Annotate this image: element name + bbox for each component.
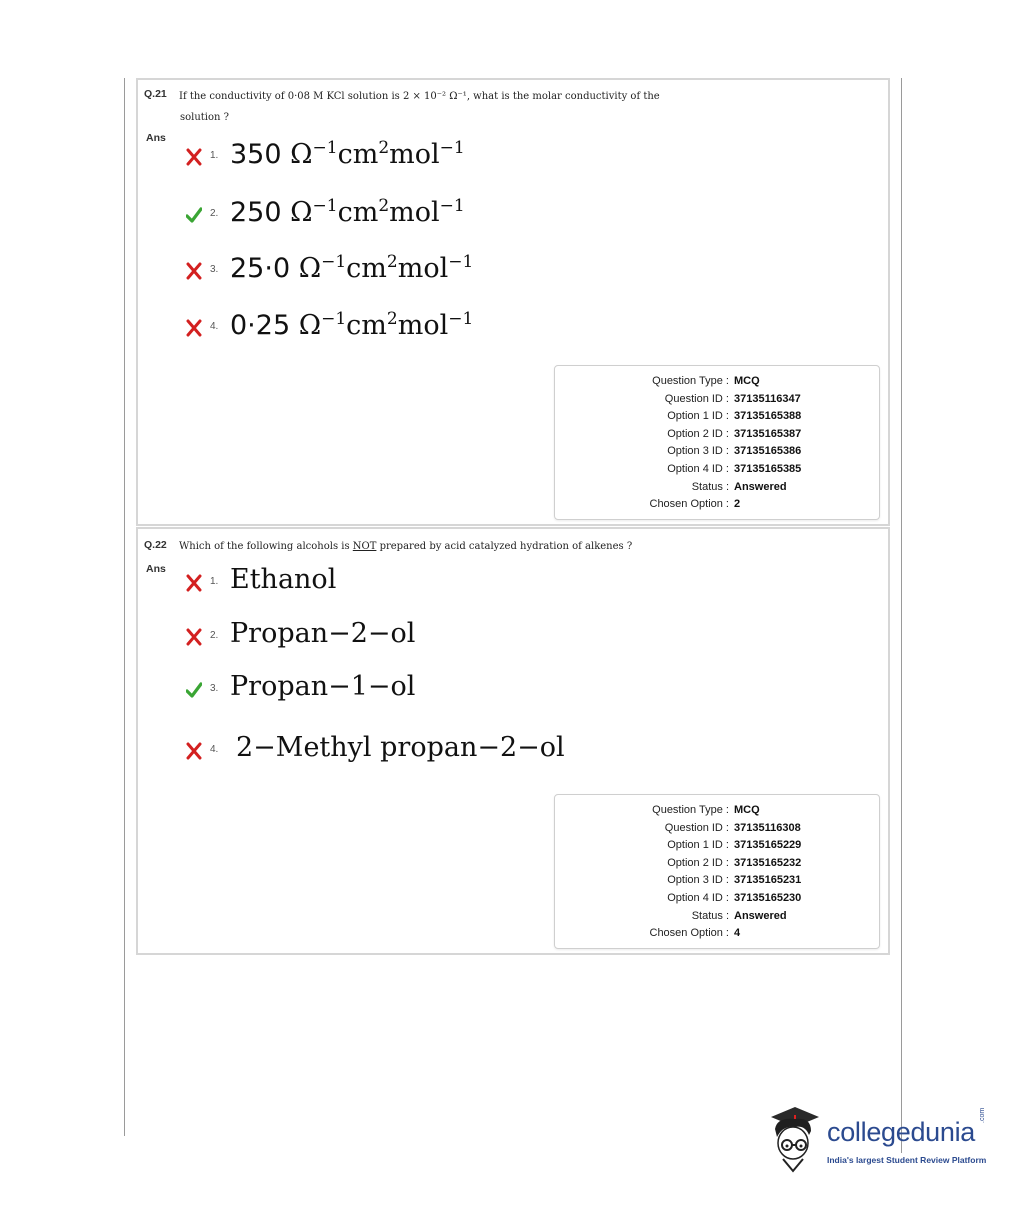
info-row-option4-id: Option 4 ID : 37135165385: [667, 463, 802, 475]
info-row-status: Status : Answered: [691, 480, 787, 493]
info-row-chosen-option: Chosen Option : 4: [649, 927, 741, 940]
info-row-question-type: Question Type : MCQ: [652, 375, 760, 387]
question-info-panel: [554, 794, 880, 949]
info-row-question-type: Question Type : MCQ: [652, 804, 760, 816]
info-row-status: Status : Answered: [691, 909, 787, 922]
option-text: 2−Methyl propan−2−ol: [236, 732, 565, 763]
check-icon: [186, 681, 202, 699]
cross-icon: [186, 742, 202, 760]
option-number: 4.: [210, 744, 219, 755]
mascot-icon: [765, 1105, 823, 1175]
question-block-21: [136, 78, 890, 526]
info-row-option4-id: Option 4 ID : 37135165230: [667, 892, 802, 904]
answer-label: Ans: [146, 563, 166, 575]
info-row-option3-id: Option 3 ID : 37135165231: [667, 874, 802, 887]
left-margin-line: [124, 78, 125, 1136]
info-row-option1-id: Option 1 ID : 37135165388: [667, 410, 802, 423]
info-row-chosen-option: Chosen Option : 2: [649, 498, 741, 511]
question-number: Q.21: [144, 88, 167, 100]
option-number: 2.: [210, 208, 219, 219]
option-number: 1.: [210, 150, 219, 161]
option-number: 2.: [210, 630, 219, 641]
option-number: 3.: [210, 264, 219, 275]
option-text: Propan−1−ol: [230, 671, 416, 702]
cross-icon: [186, 148, 202, 166]
option-text: Ethanol: [230, 564, 337, 595]
question-info-panel: [554, 365, 880, 520]
question-text: [179, 86, 669, 128]
info-row-option2-id: Option 2 ID : 37135165387: [667, 427, 802, 440]
question-text-line1: If the conductivity of 0·08 M KCl solution is 2 × 10⁻² Ω⁻¹, what is the molar conductivity of the: [179, 91, 660, 102]
option-text: 25·0 $\Omega^{-1}cm^2mol^{-1}$: [230, 252, 474, 284]
logo-dotcom: .com: [979, 1107, 986, 1123]
logo-tagline: India's largest Student Review Platform: [827, 1155, 987, 1165]
option-number: 1.: [210, 576, 219, 587]
option-text: 250 $\Omega^{-1}cm^2mol^{-1}$: [230, 196, 465, 228]
right-margin-line: [901, 78, 902, 1153]
check-icon: [186, 206, 202, 224]
info-row-option1-id: Option 1 ID : 37135165229: [667, 839, 802, 852]
info-row-option3-id: Option 3 ID : 37135165386: [667, 445, 802, 458]
info-row-option2-id: Option 2 ID : 37135165232: [667, 856, 802, 869]
question-text-line2: solution ?: [180, 112, 230, 123]
option-text: Propan−2−ol: [230, 618, 416, 649]
option-number: 3.: [210, 683, 219, 694]
answer-label: Ans: [146, 132, 166, 144]
option-number: 4.: [210, 321, 219, 332]
option-text: 350 $\Omega^{-1}cm^2mol^{-1}$: [230, 138, 465, 170]
cross-icon: [186, 574, 202, 592]
cross-icon: [186, 319, 202, 337]
info-row-question-id: Question ID : 37135116347: [664, 392, 801, 405]
logo-wordmark: collegedunia: [827, 1117, 976, 1147]
question-text: Which of the following alcohols is NOT prepared by acid catalyzed hydration of alkenes ?: [179, 541, 633, 552]
question-number: Q.22: [144, 539, 167, 551]
option-text: 0·25 $\Omega^{-1}cm^2mol^{-1}$: [230, 309, 474, 341]
cross-icon: [186, 628, 202, 646]
collegedunia-logo: [765, 1105, 995, 1175]
question-block-22: [136, 527, 890, 955]
info-row-question-id: Question ID : 37135116308: [664, 821, 801, 834]
cross-icon: [186, 262, 202, 280]
